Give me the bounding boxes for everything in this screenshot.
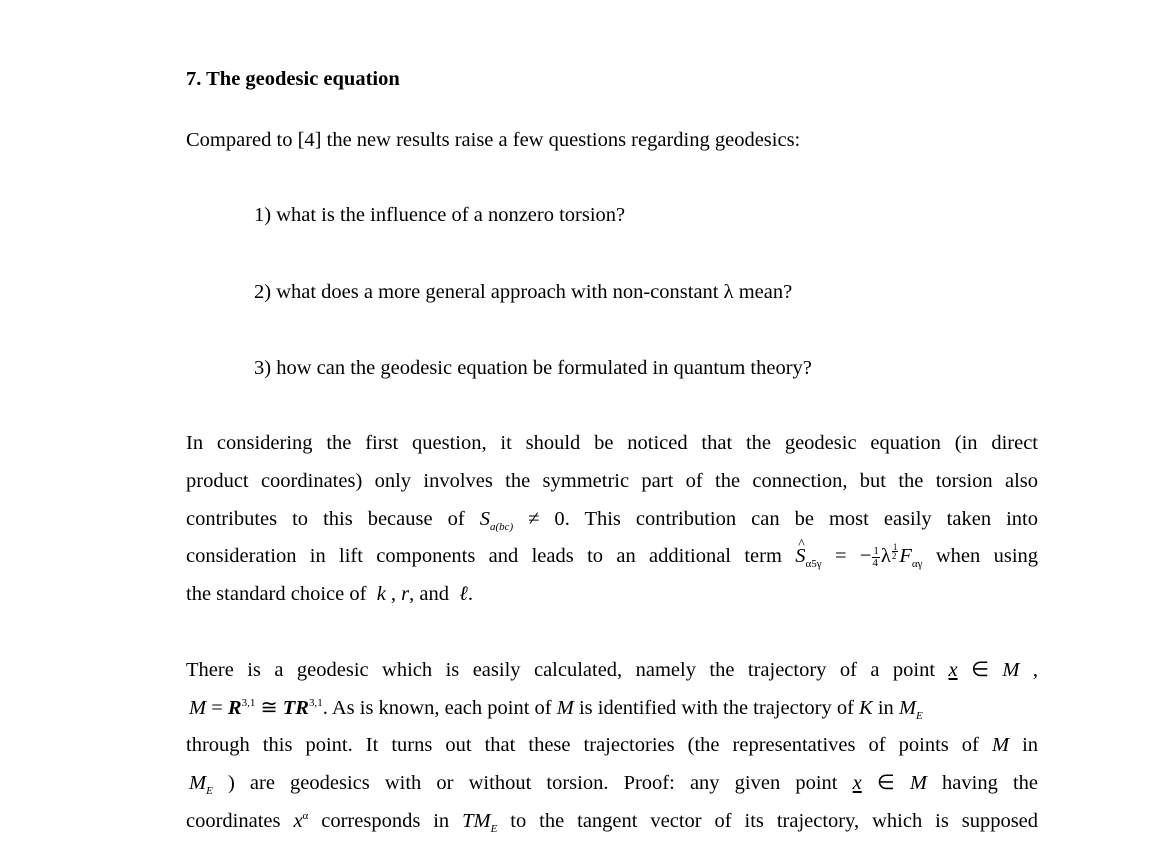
para1-line4-text-b: when using	[935, 545, 1039, 567]
para1-line5-text-b: , and	[409, 583, 450, 605]
para2-line3-text-a: through this point. It turns out that these trajectories (the representatives of points of	[186, 734, 979, 756]
para2-line5: coordinates $x^\alpha$ corresponds in $TM_E$ to the tangent vector of its trajectory, which is supposed	[186, 810, 1039, 836]
para2-line5-text-b: corresponds in	[321, 810, 450, 832]
para1-line3-text-b: . This contribution can be most easily taken into	[564, 508, 1038, 530]
formula-torsion-term: ^ $S_{\alpha 5\gamma}$ = − $\frac{1}{4}$ λ $^{\frac{1}{2}}$ $F_{\alpha\gamma}$	[795, 545, 922, 567]
para2-line2: M = R$^{3,1}$ ≅ TR$^{3,1}$. As is known, each point of M is identified with the trajectory of K in $M_E$	[189, 697, 923, 723]
para1-line1: In considering the first question, it should be noticed that the geodesic equation (in direct	[186, 432, 1038, 454]
para2-line2-text-c: is identified with the trajectory of	[578, 697, 854, 719]
para2-line3: through this point. It turns out that these trajectories (the representatives of points of M in	[186, 734, 1039, 756]
para1-line4	[186, 542, 1038, 570]
para1-line5: the standard choice of k , r, and ℓ.	[186, 583, 473, 605]
para1-line5-text-a: the standard choice of	[186, 583, 367, 605]
formula-x-in-M: x ∈ M ,	[948, 659, 1039, 681]
para2-line2-text-b: . As is known, each point of	[322, 697, 552, 719]
para1-line2: product coordinates) only involves the symmetric part of the connection, but the torsion also	[186, 470, 1038, 492]
para2-line4: $M_E$ ) are geodesics with or without torsion. Proof: any given point x ∈ M having the	[189, 772, 1039, 798]
para1-line4-text-a: consideration in lift components and leads to an additional term	[186, 545, 782, 567]
para2-line5-text-c: to the tangent vector of its trajectory, which is supposed	[510, 810, 1039, 832]
para1-line3	[186, 505, 1038, 533]
para2-line1	[186, 656, 1038, 684]
section-heading: 7. The geodesic equation	[186, 68, 400, 90]
para2-line4-text-b: ) are geodesics with or without torsion. Proof: any given point	[227, 772, 838, 794]
question-1: 1) what is the influence of a nonzero torsion?	[254, 204, 626, 226]
para2-line3-text-b: in	[1022, 734, 1039, 756]
para2-line5-text-a: coordinates	[186, 810, 281, 832]
question-3: 3) how can the geodesic equation be formulated in quantum theory?	[254, 357, 812, 379]
para2-line2-text-d: in	[877, 697, 894, 719]
para2-line4-text-c: having the	[942, 772, 1039, 794]
para1-line5-text-c: .	[467, 583, 473, 605]
para2-line1-text-a: There is a geodesic which is easily calculated, namely the trajectory of a point	[186, 659, 936, 681]
formula-s-abc: $S_{a(bc)} \ne 0$	[479, 508, 565, 534]
formula-M-equals: M = R$^{3,1}$ ≅ TR$^{3,1}$	[189, 697, 323, 719]
question-2: 2) what does a more general approach with non-constant λ mean?	[254, 281, 793, 303]
para1-line3-text-a: contributes to this because of	[186, 508, 465, 530]
intro-paragraph: Compared to [4] the new results raise a few questions regarding geodesics:	[186, 129, 801, 151]
